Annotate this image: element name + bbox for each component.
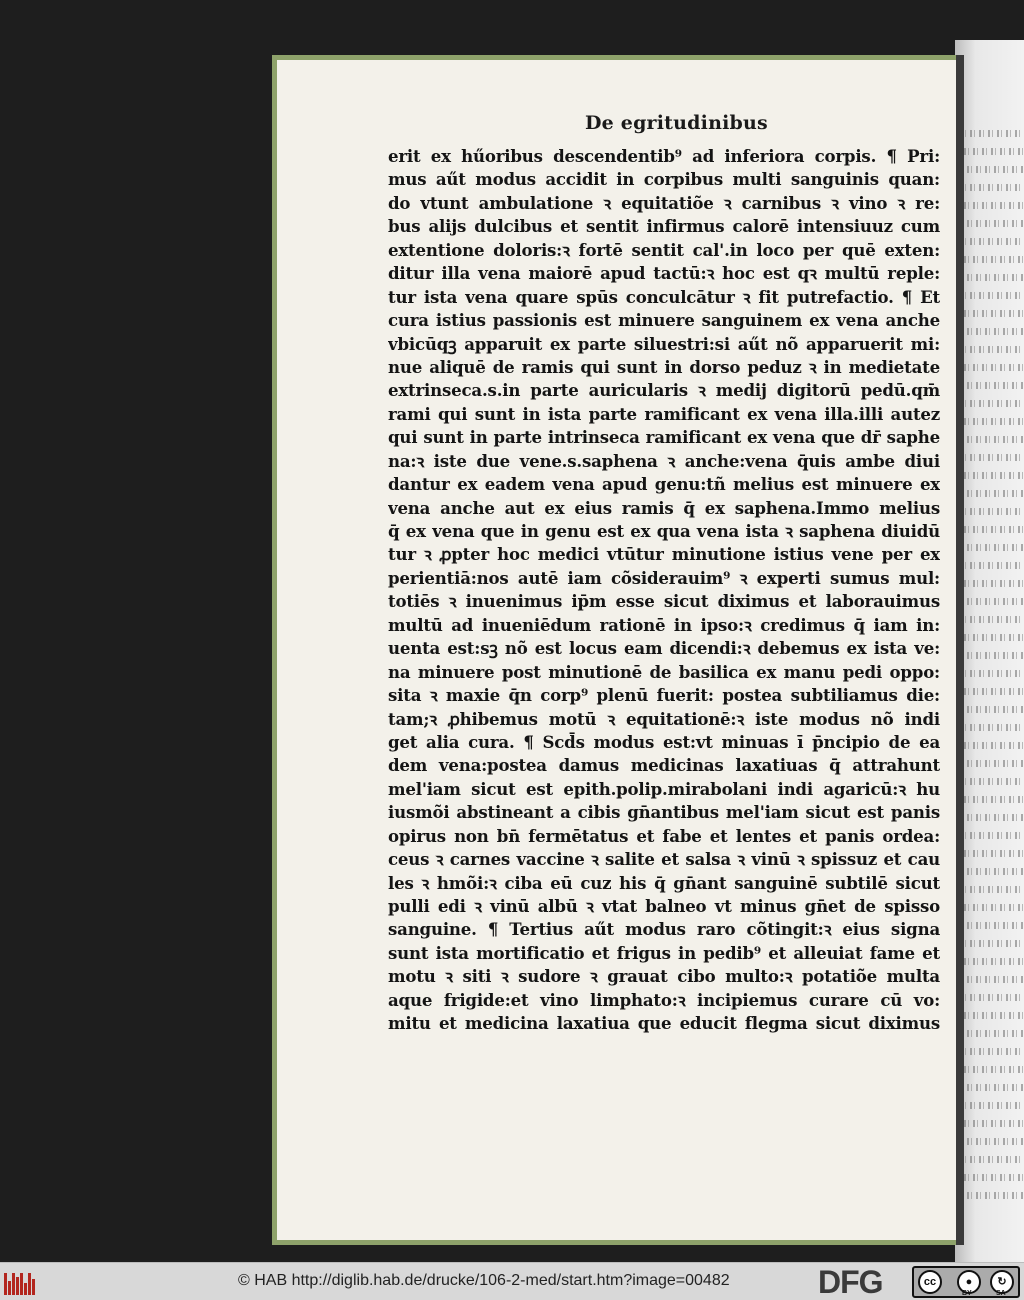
hab-logo-bar bbox=[16, 1277, 19, 1295]
hab-logo-bar bbox=[28, 1273, 31, 1295]
facing-page-ghost-line bbox=[967, 652, 1024, 659]
hab-logo-bar bbox=[20, 1273, 23, 1295]
cc-icon: cc bbox=[918, 1270, 942, 1294]
text-block bbox=[388, 145, 940, 1036]
text-line: cura istius passionis est minuere sanguinem ex vena anche bbox=[388, 310, 940, 331]
facing-page-ghost-line bbox=[961, 346, 1024, 353]
text-line: extentione doloris:ꝛ fortē sentit cal'.in loco per quē exten: bbox=[388, 239, 940, 260]
text-line: vbicūqꝫ apparuit ex parte siluestri:si aűt nõ apparuerit mi: bbox=[388, 333, 940, 354]
facing-page-ghost-line bbox=[967, 436, 1024, 443]
facing-page-ghost-line bbox=[961, 670, 1024, 677]
facing-page-ghost-line bbox=[967, 814, 1024, 821]
text-line: tam;ꝛ ꝓhibemus motū ꝛ equitationē:ꝛ iste modus nõ indi bbox=[388, 708, 940, 729]
facing-page-ghost-line bbox=[964, 904, 1024, 911]
hab-logo-bar bbox=[12, 1273, 15, 1295]
hab-logo-bar bbox=[4, 1273, 7, 1295]
facing-page-ghost-line bbox=[961, 886, 1024, 893]
text-line: tur ista vena quare spūs conculcātur ꝛ fit putrefactio. ¶ Et bbox=[388, 286, 940, 307]
facing-page-ghost-line bbox=[964, 526, 1024, 533]
text-line: ceus ꝛ carnes vaccine ꝛ salite et salsa ꝛ vinū ꝛ spissuz et cau bbox=[388, 849, 940, 870]
text-line: iusmõi abstineant a cibis gn̄antibus mel'iam sicut est panis bbox=[388, 802, 940, 823]
facing-page-ghost-line bbox=[964, 796, 1024, 803]
facing-page-ghost-line bbox=[961, 994, 1024, 1001]
facing-page-ghost-line bbox=[967, 1030, 1024, 1037]
facing-page-ghost-line bbox=[964, 1120, 1024, 1127]
facing-page-ghost-line bbox=[967, 490, 1024, 497]
text-line: motu ꝛ siti ꝛ sudore ꝛ grauat cibo multo:ꝛ potatiõe multa bbox=[388, 966, 940, 987]
facing-page-ghost-line bbox=[967, 544, 1024, 551]
text-line: opirus non bn̄ fermētatus et fabe et lentes et panis ordea: bbox=[388, 825, 940, 846]
text-line: sita ꝛ maxie q̄n corp⁹ plenū fuerit: postea subtiliamus die: bbox=[388, 685, 940, 706]
text-line: les ꝛ hmõi:ꝛ ciba eū cuz his q̄ gn̄ant sanguinē subtilē sicut bbox=[388, 872, 940, 893]
text-line: perientiā:nos autē iam cõsiderauim⁹ ꝛ experti sumus mul: bbox=[388, 567, 940, 588]
text-line: do vtunt ambulatione ꝛ equitatiõe ꝛ carnibus ꝛ vino ꝛ re: bbox=[388, 192, 940, 213]
text-line: na:ꝛ iste due vene.s.saphena ꝛ anche:vena q̄uis ambe diui bbox=[388, 450, 940, 471]
facing-page-ghost-line bbox=[964, 256, 1024, 263]
footer-bar bbox=[0, 1262, 1024, 1300]
copyright-link[interactable]: © HAB http://diglib.hab.de/drucke/106-2-med/start.htm?image=00482 bbox=[238, 1272, 730, 1289]
facing-page-ghost-line bbox=[964, 958, 1024, 965]
facing-page-ghost-line bbox=[961, 778, 1024, 785]
text-line: na minuere post minutionē de basilica ex manu pedi oppo: bbox=[388, 661, 940, 682]
hab-logo-bar bbox=[32, 1279, 35, 1295]
facing-page-ghost-line bbox=[967, 1138, 1024, 1145]
hab-logo-bar bbox=[24, 1283, 27, 1295]
facing-page-ghost-line bbox=[961, 292, 1024, 299]
facing-page-ghost-line bbox=[964, 1066, 1024, 1073]
facing-page-ghost-line bbox=[961, 184, 1024, 191]
text-line: totiēs ꝛ inuenimus ip̄m esse sicut diximus et laborauimus bbox=[388, 591, 940, 612]
text-line: mus aűt modus accidit in corpibus multi sanguinis quan: bbox=[388, 169, 940, 190]
running-head: De egritudinibus bbox=[585, 112, 768, 134]
facing-page-ghost-line bbox=[964, 742, 1024, 749]
facing-page-ghost-line bbox=[961, 1156, 1024, 1163]
facing-page-ghost-line bbox=[964, 634, 1024, 641]
facing-page-ghost-line bbox=[964, 688, 1024, 695]
facing-page-ghost-line bbox=[961, 130, 1024, 137]
hab-logo-icon[interactable] bbox=[4, 1267, 38, 1297]
facing-page-ghost-line bbox=[964, 1174, 1024, 1181]
facing-page-ghost-line bbox=[967, 382, 1024, 389]
facing-page-ghost-line bbox=[961, 562, 1024, 569]
facing-page-ghost-line bbox=[961, 508, 1024, 515]
facing-page-ghost-line bbox=[964, 148, 1024, 155]
facing-page-ghost-line bbox=[961, 724, 1024, 731]
facing-page-ghost-line bbox=[967, 706, 1024, 713]
text-line: pulli edi ꝛ vinū albū ꝛ vtat balneo vt minus gn̄et de spisso bbox=[388, 896, 940, 916]
by-label: BY bbox=[962, 1290, 972, 1297]
text-line: aque frigide:et vino limphato:ꝛ incipiemus curare cū vo: bbox=[388, 989, 940, 1010]
facing-page-ghost-line bbox=[967, 598, 1024, 605]
facing-page-ghost-line bbox=[964, 1012, 1024, 1019]
facing-page-ghost-line bbox=[967, 328, 1024, 335]
text-line: ditur illa vena maiorē apud tactū:ꝛ hoc est qꝛ multū reple: bbox=[388, 263, 940, 284]
facing-page-ghost-line bbox=[967, 1084, 1024, 1091]
text-line: sanguine. ¶ Tertius aűt modus raro cõtingit:ꝛ eius signa bbox=[388, 919, 940, 940]
facing-page-ghost-line bbox=[964, 580, 1024, 587]
text-line: erit ex hűoribus descendentib⁹ ad inferiora corpis. ¶ Pri: bbox=[388, 146, 940, 166]
facing-page-edge bbox=[955, 40, 1024, 1262]
facing-page-ghost-line bbox=[961, 400, 1024, 407]
facing-page-ghost-line bbox=[961, 616, 1024, 623]
facing-page-ghost-line bbox=[961, 1102, 1024, 1109]
text-line: uenta est:sꝫ nõ est locus eam dicendi:ꝛ debemus ex ista ve: bbox=[388, 638, 940, 659]
page-gutter-shadow bbox=[956, 55, 964, 1245]
facing-page-ghost-line bbox=[967, 220, 1024, 227]
text-line: qui sunt in parte intrinseca ramificant ex vena que dr̄ saphe bbox=[388, 427, 940, 448]
text-line: tur ꝛ ꝓpter hoc medici vtūtur minutione istius vene per ex bbox=[388, 544, 940, 565]
facing-page-ghost-line bbox=[964, 472, 1024, 479]
facing-page-ghost-line bbox=[964, 310, 1024, 317]
text-line: vena anche aut ex eius ramis q̄ ex saphena.Immo melius bbox=[388, 497, 940, 518]
cc-license-badge[interactable] bbox=[912, 1266, 1020, 1298]
facing-page-ghost-line bbox=[961, 454, 1024, 461]
facing-page-ghost-line bbox=[961, 940, 1024, 947]
facing-page-ghost-line bbox=[964, 202, 1024, 209]
text-line: dantur ex eadem vena apud genu:tñ melius est minuere ex bbox=[388, 474, 940, 495]
text-line: extrinseca.s.in parte auricularis ꝛ medij digitorū pedū.qm̄ bbox=[388, 380, 940, 401]
facing-page-ghost-line bbox=[964, 850, 1024, 857]
dfg-logo[interactable]: DFG bbox=[818, 1264, 883, 1300]
facing-page-ghost-line bbox=[967, 1192, 1024, 1199]
facing-page-ghost-line bbox=[961, 238, 1024, 245]
facing-page-ghost-line bbox=[961, 832, 1024, 839]
sa-label: SA bbox=[996, 1290, 1006, 1297]
facing-page-ghost-line bbox=[967, 976, 1024, 983]
text-line: sunt ista mortificatio et frigus in pedib⁹ et alleuiat fame et bbox=[388, 942, 940, 963]
text-line: dem vena:postea damus medicinas laxatiuas q̄ attrahunt bbox=[388, 755, 940, 776]
facing-page-ghost-line bbox=[964, 364, 1024, 371]
facing-page-ghost-line bbox=[967, 166, 1024, 173]
text-line: rami qui sunt in ista parte ramificant ex vena illa.illi autez bbox=[388, 403, 940, 424]
text-line: get alia cura. ¶ Scd̄s modus est:vt minuas ī p̄ncipio de ea bbox=[388, 731, 940, 752]
facing-page-ghost-line bbox=[967, 868, 1024, 875]
text-line: mel'iam sicut est epith.polip.mirabolani indi agaricū:ꝛ hu bbox=[388, 778, 940, 799]
share-alike-icon: ↻ bbox=[990, 1270, 1014, 1294]
text-line: mitu et medicina laxatiua que educit flegma sicut diximus bbox=[388, 1013, 940, 1034]
facing-page-ghost-line bbox=[961, 1048, 1024, 1055]
hab-logo-bar bbox=[8, 1281, 11, 1295]
facing-page-ghost-line bbox=[964, 418, 1024, 425]
facing-page-ghost-line bbox=[967, 760, 1024, 767]
by-person-icon: ● bbox=[957, 1270, 981, 1294]
text-line: bus alijs dulcibus et sentit infirmus calorē intensiuuz cum bbox=[388, 216, 940, 237]
text-line: nue aliquē de ramis qui sunt in dorso peduz ꝛ in medietate bbox=[388, 356, 940, 377]
facing-page-ghost-line bbox=[967, 274, 1024, 281]
text-line: q̄ ex vena que in genu est ex qua vena ista ꝛ saphena diuidū bbox=[388, 521, 940, 541]
text-line: multū ad inueniēdum rationē in ipso:ꝛ credimus q̄ iam in: bbox=[388, 614, 940, 635]
facing-page-ghost-line bbox=[967, 922, 1024, 929]
